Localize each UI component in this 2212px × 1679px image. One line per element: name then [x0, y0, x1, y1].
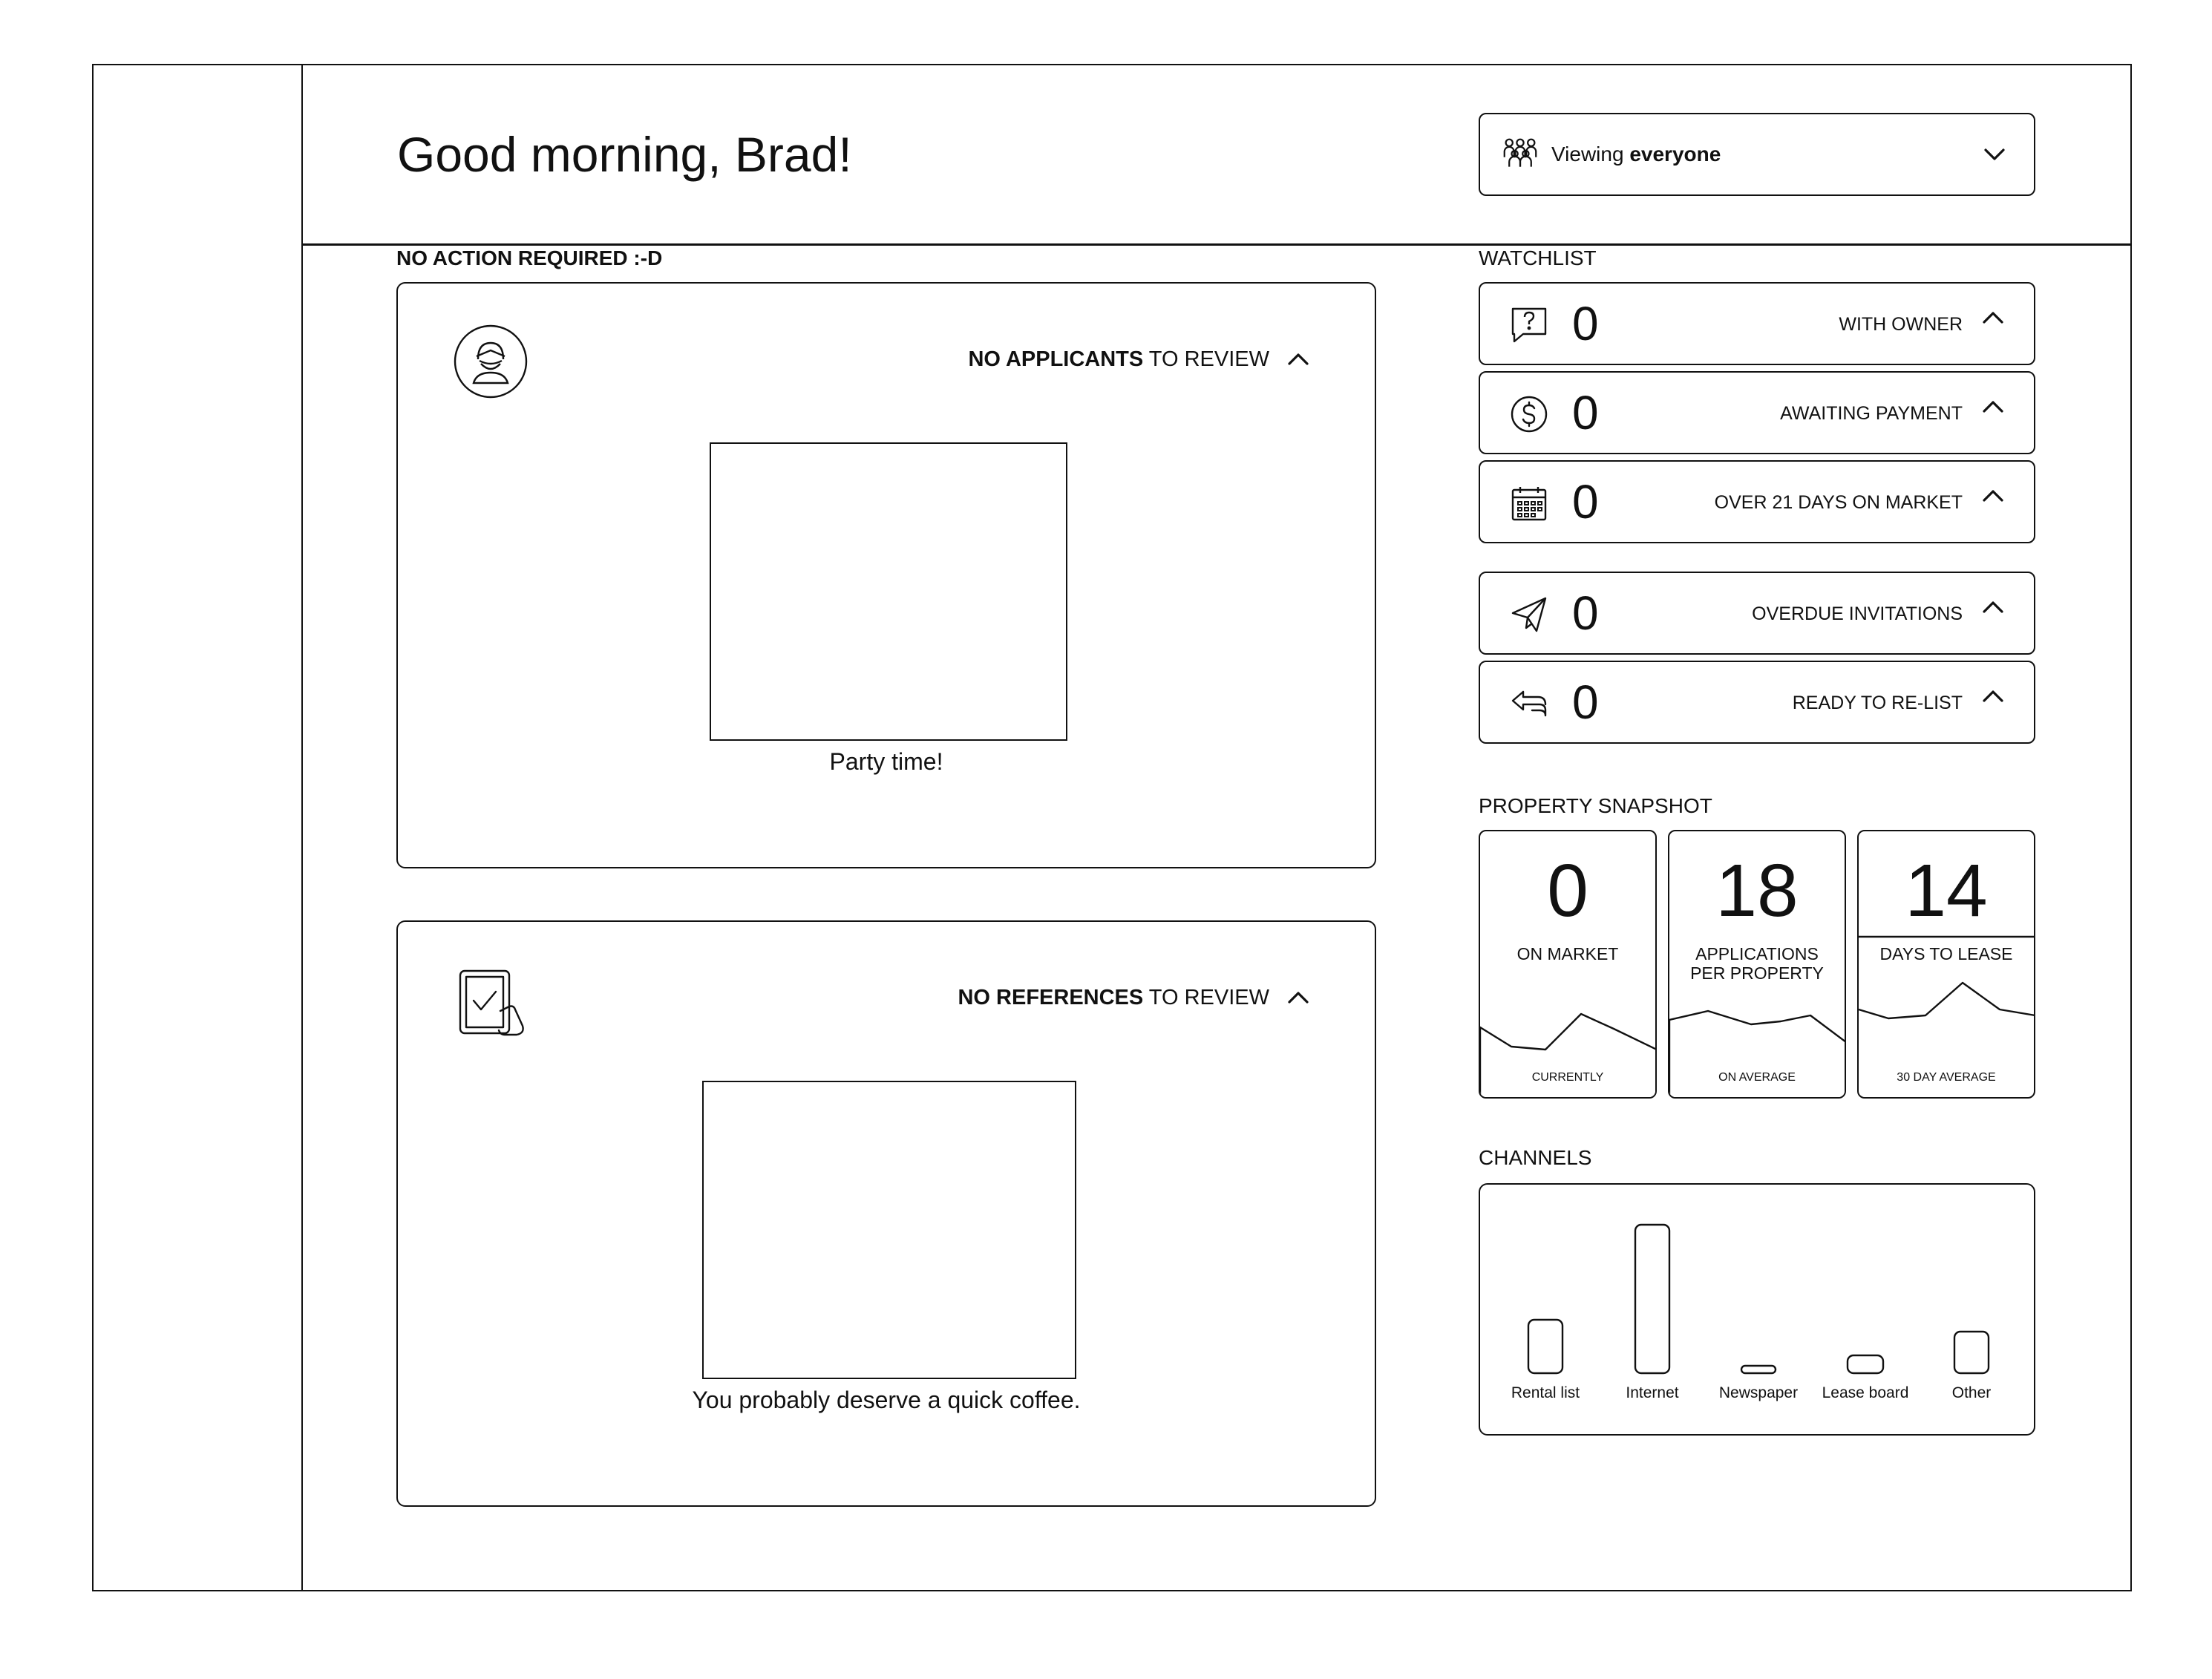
- snapshot-tile-applications: [1668, 830, 1846, 1099]
- watchlist-count: 0: [1572, 297, 1599, 350]
- watchlist-label: OVERDUE INVITATIONS: [1752, 603, 1963, 624]
- channel-bar-internet: [1635, 1225, 1669, 1373]
- tablet-check-icon: [457, 966, 529, 1038]
- snapshot-footer: CURRENTLY: [1531, 1071, 1604, 1084]
- paper-plane-icon: [1510, 595, 1548, 634]
- watchlist-item-awaiting-payment[interactable]: [1479, 371, 2035, 454]
- channels-title: CHANNELS: [1479, 1146, 1592, 1169]
- channel-label: Other: [1951, 1384, 1992, 1401]
- property-snapshot-title: PROPERTY SNAPSHOT: [1479, 794, 1712, 817]
- snapshot-tile-days-to-lease: [1857, 830, 2035, 1099]
- page-title: Good morning, Brad!: [397, 127, 852, 182]
- snapshot-value: 14: [1905, 849, 1988, 932]
- question-bubble-icon: [1510, 306, 1548, 344]
- snapshot-value: 0: [1547, 849, 1588, 932]
- watchlist-count: 0: [1572, 675, 1599, 729]
- channel-bar-newspaper: [1741, 1366, 1776, 1373]
- snapshot-label: APPLICATIONS PER PROPERTY: [1690, 944, 1824, 983]
- snapshot-label: DAYS TO LEASE: [1879, 944, 2013, 963]
- watchlist-item-overdue-invitations[interactable]: [1479, 572, 2035, 655]
- watchlist-item-ready-to-relist[interactable]: [1479, 661, 2035, 744]
- watchlist-label: WITH OWNER: [1839, 314, 1963, 335]
- sidebar: [92, 64, 303, 1591]
- chevron-up-icon[interactable]: [1287, 990, 1309, 1005]
- calendar-icon: [1510, 484, 1548, 523]
- chevron-up-icon: [1982, 310, 2004, 325]
- snapshot-value: 18: [1715, 849, 1799, 932]
- channel-bar-other: [1954, 1332, 1989, 1373]
- watchlist-label: READY TO RE-LIST: [1792, 693, 1963, 713]
- watchlist-count: 0: [1572, 386, 1599, 439]
- chevron-up-icon[interactable]: [1287, 352, 1309, 367]
- snapshot-label: ON MARKET: [1516, 944, 1619, 963]
- channel-label: Rental list: [1511, 1384, 1580, 1401]
- applicants-card: [396, 282, 1376, 868]
- channels-chart: [1479, 1183, 2035, 1436]
- snapshot-footer: ON AVERAGE: [1718, 1071, 1796, 1084]
- applicants-illustration-placeholder: [710, 442, 1067, 741]
- channel-label: Lease board: [1822, 1384, 1909, 1401]
- applicants-heading: NO APPLICANTS TO REVIEW: [968, 347, 1269, 371]
- dollar-circle-icon: [1510, 395, 1548, 433]
- snapshot-tile-on-market: [1479, 830, 1657, 1099]
- chevron-up-icon: [1982, 488, 2004, 503]
- channel-label: Internet: [1626, 1384, 1679, 1401]
- watchlist-label: AWAITING PAYMENT: [1780, 403, 1963, 424]
- applicants-caption: Party time!: [829, 748, 943, 775]
- watchlist-label: OVER 21 DAYS ON MARKET: [1714, 492, 1963, 513]
- status-title: NO ACTION REQUIRED :-D: [396, 246, 663, 269]
- references-card: [396, 920, 1376, 1507]
- people-group-icon: [1502, 137, 1538, 172]
- chevron-up-icon: [1982, 600, 2004, 615]
- return-arrow-icon: [1510, 684, 1548, 723]
- viewing-filter-dropdown[interactable]: [1479, 113, 2035, 196]
- watchlist-count: 0: [1572, 475, 1599, 528]
- channel-label: Newspaper: [1718, 1384, 1799, 1401]
- references-heading: NO REFERENCES TO REVIEW: [958, 986, 1269, 1009]
- applicant-avatar-icon: [453, 324, 529, 399]
- viewing-filter-label: Viewing everyone: [1551, 143, 1721, 166]
- watchlist-count: 0: [1572, 586, 1599, 640]
- channel-bar-lease-board: [1848, 1355, 1883, 1373]
- channel-bar-rental-list: [1528, 1320, 1563, 1373]
- chevron-up-icon: [1982, 689, 2004, 704]
- references-caption: You probably deserve a quick coffee.: [692, 1387, 1081, 1413]
- watchlist-item-over-21-days[interactable]: [1479, 460, 2035, 543]
- references-illustration-placeholder: [702, 1081, 1076, 1379]
- viewing-filter-value: everyone: [1629, 143, 1721, 166]
- snapshot-footer: 30 DAY AVERAGE: [1897, 1071, 1996, 1084]
- watchlist-title: WATCHLIST: [1479, 246, 1597, 269]
- chevron-down-icon: [1983, 147, 2006, 162]
- chevron-up-icon: [1982, 399, 2004, 414]
- watchlist-item-with-owner[interactable]: [1479, 282, 2035, 365]
